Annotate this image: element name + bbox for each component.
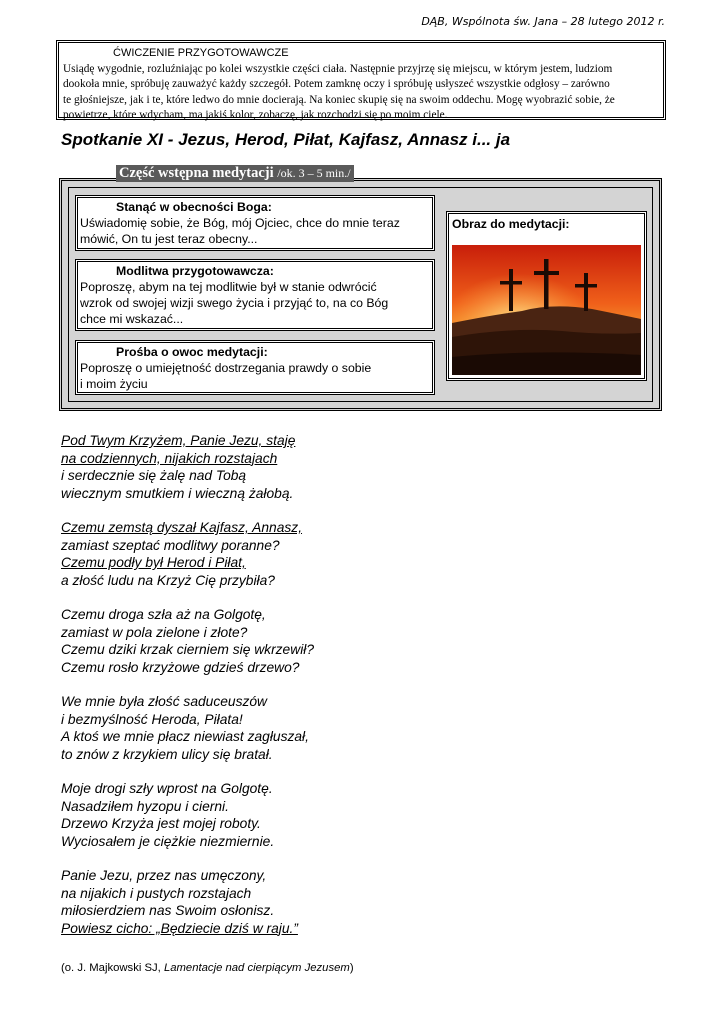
poem-line: na codziennych, nijakich rozstajach <box>61 450 278 466</box>
citation <box>61 962 354 974</box>
poem-line: Wyciosałem je ciężkie niezmiernie. <box>61 833 275 849</box>
citation-author: (o. J. Majkowski SJ, <box>61 962 164 974</box>
step-title: Stanąć w obecności Boga: <box>116 200 272 214</box>
section-duration: /ok. 3 – 5 min./ <box>277 166 351 180</box>
step-line: wzrok od swojej wizji swego życia i przyjąć to, na co Bóg <box>80 296 389 310</box>
poem-stanza <box>61 606 621 676</box>
step-line: Poproszę, abym na tej modlitwie był w stanie odwrócić <box>80 280 377 294</box>
poem-line: miłosierdziem nas Swoim osłonisz. <box>61 903 275 918</box>
step-line: i moim życiu <box>80 377 148 391</box>
poem-line: A ktoś we mnie płacz niewiast zagłuszał, <box>61 729 309 744</box>
poem-line: Czemu rosło krzyżowe gdzieś drzewo? <box>61 659 300 675</box>
section-label-text: Część wstępna medytacji <box>119 165 274 181</box>
poem-line: Czemu dziki krzak cierniem się wkrzewił? <box>61 642 314 657</box>
poem-line: i bezmyślność Heroda, Piłata! <box>61 711 243 727</box>
step-line: Poproszę o umiejętność dostrzegania prawdy o sobie <box>80 361 372 375</box>
poem-line: Czemu podły był Herod i Piłat, <box>61 555 246 570</box>
poem-line: Nasadziłem hyzopu i cierni. <box>61 798 229 814</box>
poem-stanza <box>61 693 621 763</box>
poem-line: na nijakich i pustych rozstajach <box>61 885 252 901</box>
step-request <box>75 340 435 395</box>
poem-stanza <box>61 780 621 850</box>
step-presence <box>75 195 435 251</box>
citation-work: Lamentacje nad cierpiącym Jezusem <box>163 962 350 974</box>
poem-line: a złość ludu na Krzyż Cię przybiła? <box>61 572 275 588</box>
exercise-line: powietrze, które wdycham, ma jakiś kolor, zobaczę, jak rozchodzi się po moim ciele. <box>63 109 448 121</box>
poem-line: i serdecznie się żalę nad Tobą <box>61 468 247 483</box>
three-crosses-sunset-icon <box>452 245 641 375</box>
section-label <box>116 165 354 182</box>
page-title: Spotkanie XI - Jezus, Herod, Piłat, Kajfasz, Annasz i... ja <box>61 130 511 149</box>
poem-line: Drzewo Krzyża jest mojej roboty. <box>61 816 261 831</box>
poem-stanza <box>61 432 621 502</box>
meditation-image-box <box>446 211 647 381</box>
poem <box>61 432 621 954</box>
step-line: chce mi wskazać... <box>80 312 184 326</box>
step-prayer <box>75 259 435 331</box>
poem-line: Pod Twym Krzyżem, Panie Jezu, staję <box>61 433 296 448</box>
step-line: Uświadomię sobie, że Bóg, mój Ojciec, chce do mnie teraz <box>80 216 400 230</box>
poem-line: to znów z krzykiem ulicy się bratał. <box>61 746 273 762</box>
image-label: Obraz do medytacji: <box>452 217 570 231</box>
exercise-title: ĆWICZENIE PRZYGOTOWAWCZE <box>113 47 289 59</box>
poem-stanza <box>61 867 621 937</box>
header-line: DĄB, Wspólnota św. Jana – 28 lutego 2012 r. <box>421 15 665 28</box>
poem-line: We mnie była złość saduceuszów <box>61 694 268 709</box>
poem-line: Czemu droga szła aż na Golgotę, <box>61 607 266 622</box>
poem-line: Panie Jezu, przez nas umęczony, <box>61 868 267 883</box>
poem-line: Powiesz cicho: „Będziecie dziś w raju.” <box>61 920 298 936</box>
exercise-line: Usiądę wygodnie, rozluźniając po kolei wszystkie części ciała. Następnie przyjrzę się miejscu, w którym jestem, ludziom <box>63 62 613 75</box>
exercise-line: dookoła mnie, spróbuję zauważyć każdy szczegół. Potem zamknę oczy i spróbuję usłyszeć wszystkie odgłosy – zarówno <box>63 78 610 90</box>
step-line: mówić, On tu jest teraz obecny... <box>80 232 258 246</box>
poem-line: Czemu zemstą dyszał Kajfasz, Annasz, <box>61 520 303 535</box>
exercise-box <box>56 40 666 120</box>
step-title: Prośba o owoc medytacji: <box>116 345 268 359</box>
exercise-line: te głośniejsze, jak i te, które ledwo do mnie docierają. Na koniec skupię się na swoim oddechu. Mogę wyobrazić sobie, że <box>63 93 615 106</box>
citation-end: ) <box>349 962 354 974</box>
poem-line: wiecznym smutkiem i wieczną żałobą. <box>61 485 294 501</box>
poem-stanza <box>61 519 621 589</box>
poem-line: Moje drogi szły wprost na Golgotę. <box>61 781 273 796</box>
poem-line: zamiast szeptać modlitwy poranne? <box>61 537 280 553</box>
step-title: Modlitwa przygotowawcza: <box>116 264 274 278</box>
poem-line: zamiast w pola zielone i złote? <box>61 624 248 640</box>
